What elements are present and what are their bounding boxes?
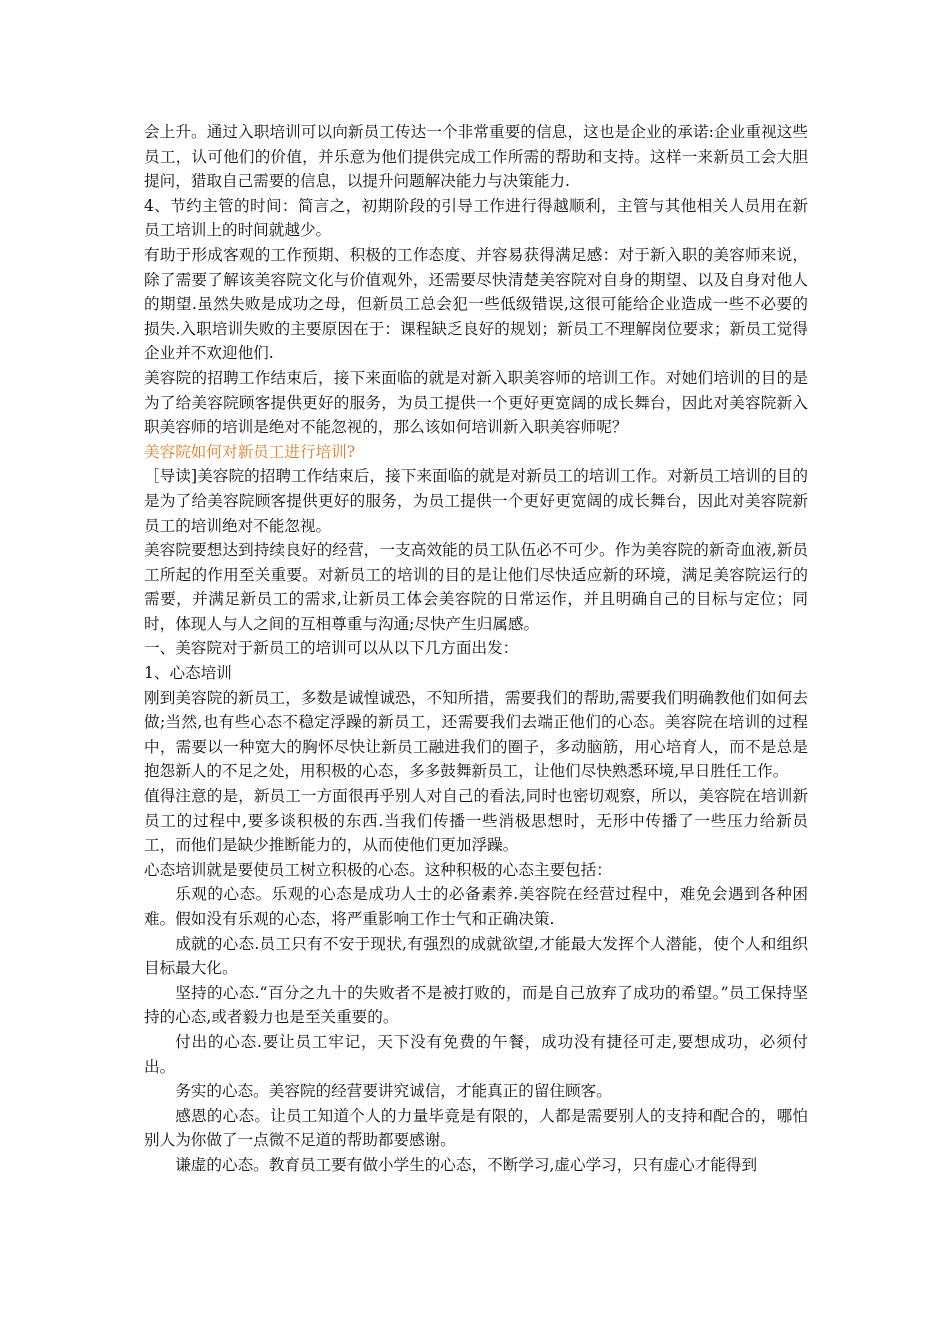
paragraph-positive-communication: 值得注意的是，新员工一方面很再乎别人对自己的看法,同时也密切观察，所以，美容院在培训新员工的过程中,要多谈积极的东西.当我们传播一些消极思想时，无形中传播了一些压力给新员工，而他们是缺少推断能力的，从而使他们更加浮躁。 <box>144 787 808 855</box>
list-item-optimism: 乐观的心态。乐观的心态是成功人士的必备素养.美容院在经营过程中，难免会遇到各种困难。假如没有乐观的心态，将严重影响工作士气和正确决策. <box>144 885 808 928</box>
heading-training-aspects: 一、美容院对于新员工的培训可以从以下几方面出发： <box>144 639 519 658</box>
list-item-persistence: 坚持的心态.“百分之九十的失败者不是被打败的，而是自己放弃了成功的希望。”员工保持坚持的心态,或者毅力也是至关重要的。 <box>144 983 808 1027</box>
paragraph-team-importance: 美容院要想达到持续良好的经营，一支高效能的员工队伍必不可少。作为美容院的新奇血液,新员工所起的作用至关重要。对新员工的培训的目的是让他们尽快适应新的环境，满足美容院运行的需要，并满足新员工的需求,让新员工体会美容院的日常运作，并且明确自己的目标与定位；同时，体现人与人之间的互相尊重与沟通;尽快产生归属感。 <box>144 541 808 633</box>
section-heading-link: 美容院如何对新员工进行培训? <box>144 442 356 461</box>
list-item-gratitude: 感恩的心态。让员工知道个人的力量毕竟是有限的，人都是需要别人的支持和配合的，哪怕别人为你做了一点微不足道的帮助都要感谢。 <box>144 1106 808 1150</box>
paragraph-onboarding-benefit: 会上升。通过入职培训可以向新员工传达一个非常重要的信息，这也是企业的承诺:企业重视这些员工，认可他们的价值，并乐意为他们提供完成工作所需的帮助和支持。这样一来新员工会大胆提问，猎取自己需要的信息，以提升问题解决能力与决策能力. <box>144 123 808 191</box>
paragraph-new-employee-mindset: 刚到美容院的新员工，多数是诚惶诚恐，不知所措，需要我们的帮助,需要我们明确教他们如何去做;当然,也有些心态不稳定浮躁的新员工，还需要我们去端正他们的心态。美容院在培训的过程中，需要以一种宽大的胸怀尽快让新员工融进我们的圈子，多动脑筋，用心培育人，而不是总是抱怨新人的不足之处，用积极的心态，多多鼓舞新员工，让他们尽快熟悉环境,早日胜任工作。 <box>144 688 808 781</box>
paragraph-save-manager-time: 4、节约主管的时间：简言之，初期阶段的引导工作进行得越顺利，主管与其他相关人员用在新员工培训上的时间就越少。 <box>144 196 808 240</box>
paragraph-guide-reading: ［导读]美容院的招聘工作结束后，接下来面临的就是对新员工的培训工作。对新员工培训的目的是为了给美容院顾客提供更好的服务，为员工提供一个更好更宽阔的成长舞台，因此对美容院新员工的培训绝对不能忽视。 <box>144 467 808 535</box>
list-item-achievement: 成就的心态.员工只有不安于现状,有强烈的成就欲望,才能最大发挥个人潜能，使个人和组织目标最大化。 <box>144 934 808 978</box>
list-item-pragmatism: 务实的心态。美容院的经营要讲究诚信，才能真正的留住顾客。 <box>175 1082 612 1101</box>
heading-mindset-training: 1、心态培训 <box>144 664 232 683</box>
list-item-dedication: 付出的心态.要让员工牢记，天下没有免费的午餐，成功没有捷径可走,要想成功，必须付出。 <box>144 1032 808 1076</box>
paragraph-training-intro: 美容院的招聘工作结束后，接下来面临的就是对新入职美容师的培训工作。对她们培训的目的是为了给美容院顾客提供更好的服务，为员工提供一个更好更宽阔的成长舞台，因此对美容院新入职美容师的培训是绝对不能忽视的，那么该如何培训新入职美容师呢？ <box>144 368 808 437</box>
document-page <box>144 120 808 1178</box>
paragraph-work-expectations: 有助于形成客观的工作预期、积极的工作态度、并容易获得满足感：对于新入职的美容师来说，除了需要了解该美容院文化与价值观外，还需要尽快清楚美容院对自身的期望、以及自身对他人的期望.虽然失败是成功之母，但新员工总会犯一些低级错误,这很可能给企业造成一些不必要的损失.入职培训失败的主要原因在于：课程缺乏良好的规划；新员工不理解岗位要求；新员工觉得企业并不欢迎他们. <box>144 245 808 363</box>
list-item-modesty: 谦虚的心态。教育员工要有做小学生的心态，不断学习,虚心学习，只有虚心才能得到 <box>175 1155 758 1174</box>
paragraph-mindset-list-intro: 心态培训就是要使员工树立积极的心态。这种积极的心态主要包括： <box>144 860 612 879</box>
